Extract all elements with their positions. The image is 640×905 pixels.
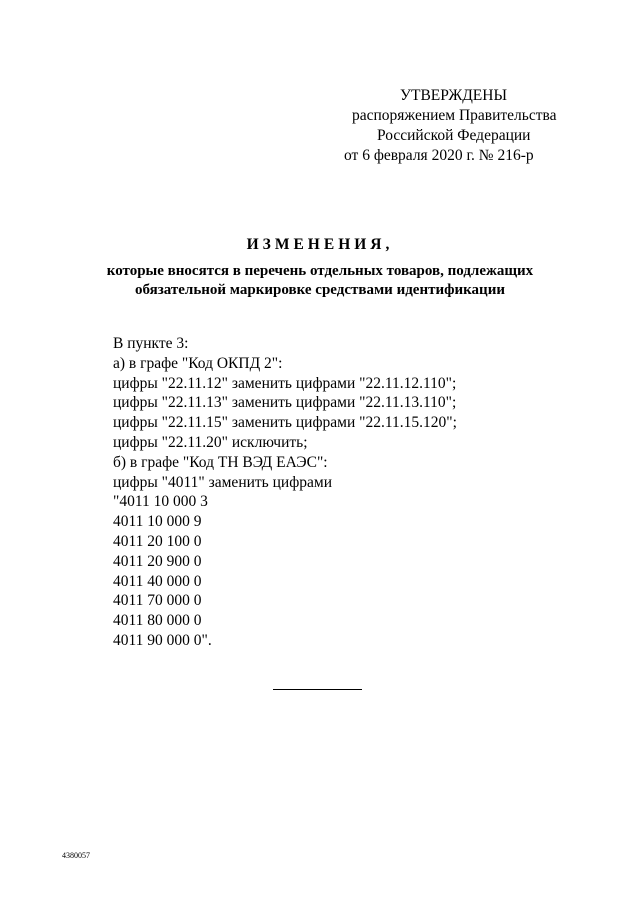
- body-line: 4011 70 000 0: [113, 592, 202, 610]
- body-line: цифры "22.11.20" исключить;: [113, 433, 308, 451]
- body-line: 4011 40 000 0: [113, 572, 202, 590]
- document-title: ИЗМЕНЕНИЯ,: [246, 236, 394, 253]
- body-line: цифры "22.11.13" заменить цифрами "22.11.13.110";: [113, 394, 457, 412]
- body-line: 4011 80 000 0: [113, 612, 202, 630]
- body-line: цифры "4011" заменить цифрами: [113, 473, 332, 491]
- approval-block: [300, 86, 610, 166]
- body-line: 4011 90 000 0".: [113, 631, 212, 649]
- body-line: 4011 10 000 9: [113, 513, 202, 531]
- body-line: цифры "22.11.15" заменить цифрами "22.11.15.120";: [113, 414, 457, 432]
- body-line: а) в графе "Код ОКПД 2":: [113, 354, 283, 372]
- approval-title: УТВЕРЖДЕНЫ: [400, 87, 507, 104]
- approval-line-2: Российской Федерации: [377, 127, 531, 144]
- closing-rule: [273, 689, 362, 690]
- document-number: 4380057: [62, 851, 90, 860]
- body-line: 4011 20 100 0: [113, 532, 202, 550]
- body-line: "4011 10 000 3: [113, 493, 208, 511]
- document-subtitle: [0, 262, 640, 300]
- body-line: 4011 20 900 0: [113, 552, 202, 570]
- subtitle-line-1: которые вносятся в перечень отдельных товаров, подлежащих: [106, 263, 534, 279]
- document-body: [113, 334, 573, 651]
- body-line: б) в графе "Код ТН ВЭД ЕАЭС":: [113, 453, 328, 471]
- approval-line-3: от 6 февраля 2020 г. № 216-р: [344, 147, 534, 164]
- body-line: В пункте 3:: [113, 335, 189, 352]
- subtitle-line-2: обязательной маркировке средствами идентификации: [135, 282, 505, 298]
- approval-line-1: распоряжением Правительства: [352, 107, 557, 124]
- body-line: цифры "22.11.12" заменить цифрами "22.11.12.110";: [113, 374, 457, 392]
